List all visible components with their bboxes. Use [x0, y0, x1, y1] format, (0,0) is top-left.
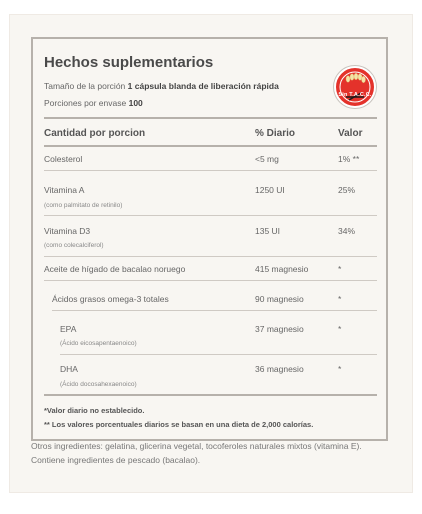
wheat-icon [336, 68, 374, 106]
servings-label: Porciones por envase [44, 98, 127, 108]
footnote-not-established: *Valor diario no establecido. [44, 406, 145, 415]
divider [44, 170, 377, 171]
divider [52, 310, 377, 311]
header-daily-percent: % Diario [255, 128, 296, 139]
divider [44, 215, 377, 216]
divider [44, 394, 377, 396]
divider [44, 280, 377, 281]
nutrient-name: DHA [60, 364, 78, 374]
footnote-daily-values: ** Los valores porcentuales diarios se basan en una dieta de 2,000 calorías. [44, 420, 314, 429]
nutrient-amount: 36 magnesio [255, 364, 304, 374]
divider [44, 117, 377, 119]
nutrient-name: EPA [60, 324, 77, 334]
nutrient-source: (Ácido docosahexaenoico) [60, 381, 137, 388]
other-ingredients: Otros ingredientes: gelatina, glicerina vegetal, tocoferoles naturales mixtos (vitamina E). [31, 441, 362, 451]
supplement-facts-card [9, 14, 413, 493]
supplement-facts-panel [31, 37, 388, 441]
nutrient-source: (como palmitato de retinilo) [44, 202, 123, 209]
nutrient-amount: 90 magnesio [255, 294, 304, 304]
header-amount-per-serving: Cantidad por porcion [44, 128, 146, 139]
servings-per-container [44, 98, 143, 108]
panel-title: Hechos suplementarios [44, 54, 214, 71]
allergen-notice: Contiene ingredientes de pescado (bacalao). [31, 455, 201, 465]
nutrient-name: Colesterol [44, 154, 83, 164]
nutrient-source: (Ácido eicosapentaenoico) [60, 340, 137, 347]
nutrient-value: * [338, 264, 342, 274]
divider [44, 145, 377, 147]
nutrient-name: Vitamina D3 [44, 226, 91, 236]
serving-size [44, 81, 279, 91]
nutrient-name: Vitamina A [44, 185, 85, 195]
serving-size-label: Tamaño de la porción [44, 81, 126, 91]
nutrient-amount: 135 UI [255, 226, 281, 236]
nutrient-name: Ácidos grasos omega-3 totales [52, 294, 169, 304]
nutrient-amount: 415 magnesio [255, 264, 309, 274]
gluten-free-badge [334, 66, 376, 108]
nutrient-source: (como colecalciferol) [44, 242, 104, 249]
nutrient-value: * [338, 294, 342, 304]
nutrient-amount: <5 mg [255, 154, 279, 164]
header-value: Valor [338, 128, 363, 139]
nutrient-amount: 1250 UI [255, 185, 285, 195]
nutrient-value: * [338, 364, 342, 374]
servings-value: 100 [128, 98, 143, 108]
nutrient-value: 1% ** [338, 154, 360, 164]
nutrient-value: * [338, 324, 342, 334]
nutrient-name: Aceite de hígado de bacalao noruego [44, 264, 186, 274]
divider [44, 256, 377, 257]
nutrient-value: 34% [338, 226, 356, 236]
divider [60, 354, 377, 355]
nutrient-value: 25% [338, 185, 356, 195]
nutrient-amount: 37 magnesio [255, 324, 304, 334]
badge-label: Sin T.A.C.C. [338, 92, 372, 98]
serving-size-value: 1 cápsula blanda de liberación rápida [127, 81, 279, 91]
